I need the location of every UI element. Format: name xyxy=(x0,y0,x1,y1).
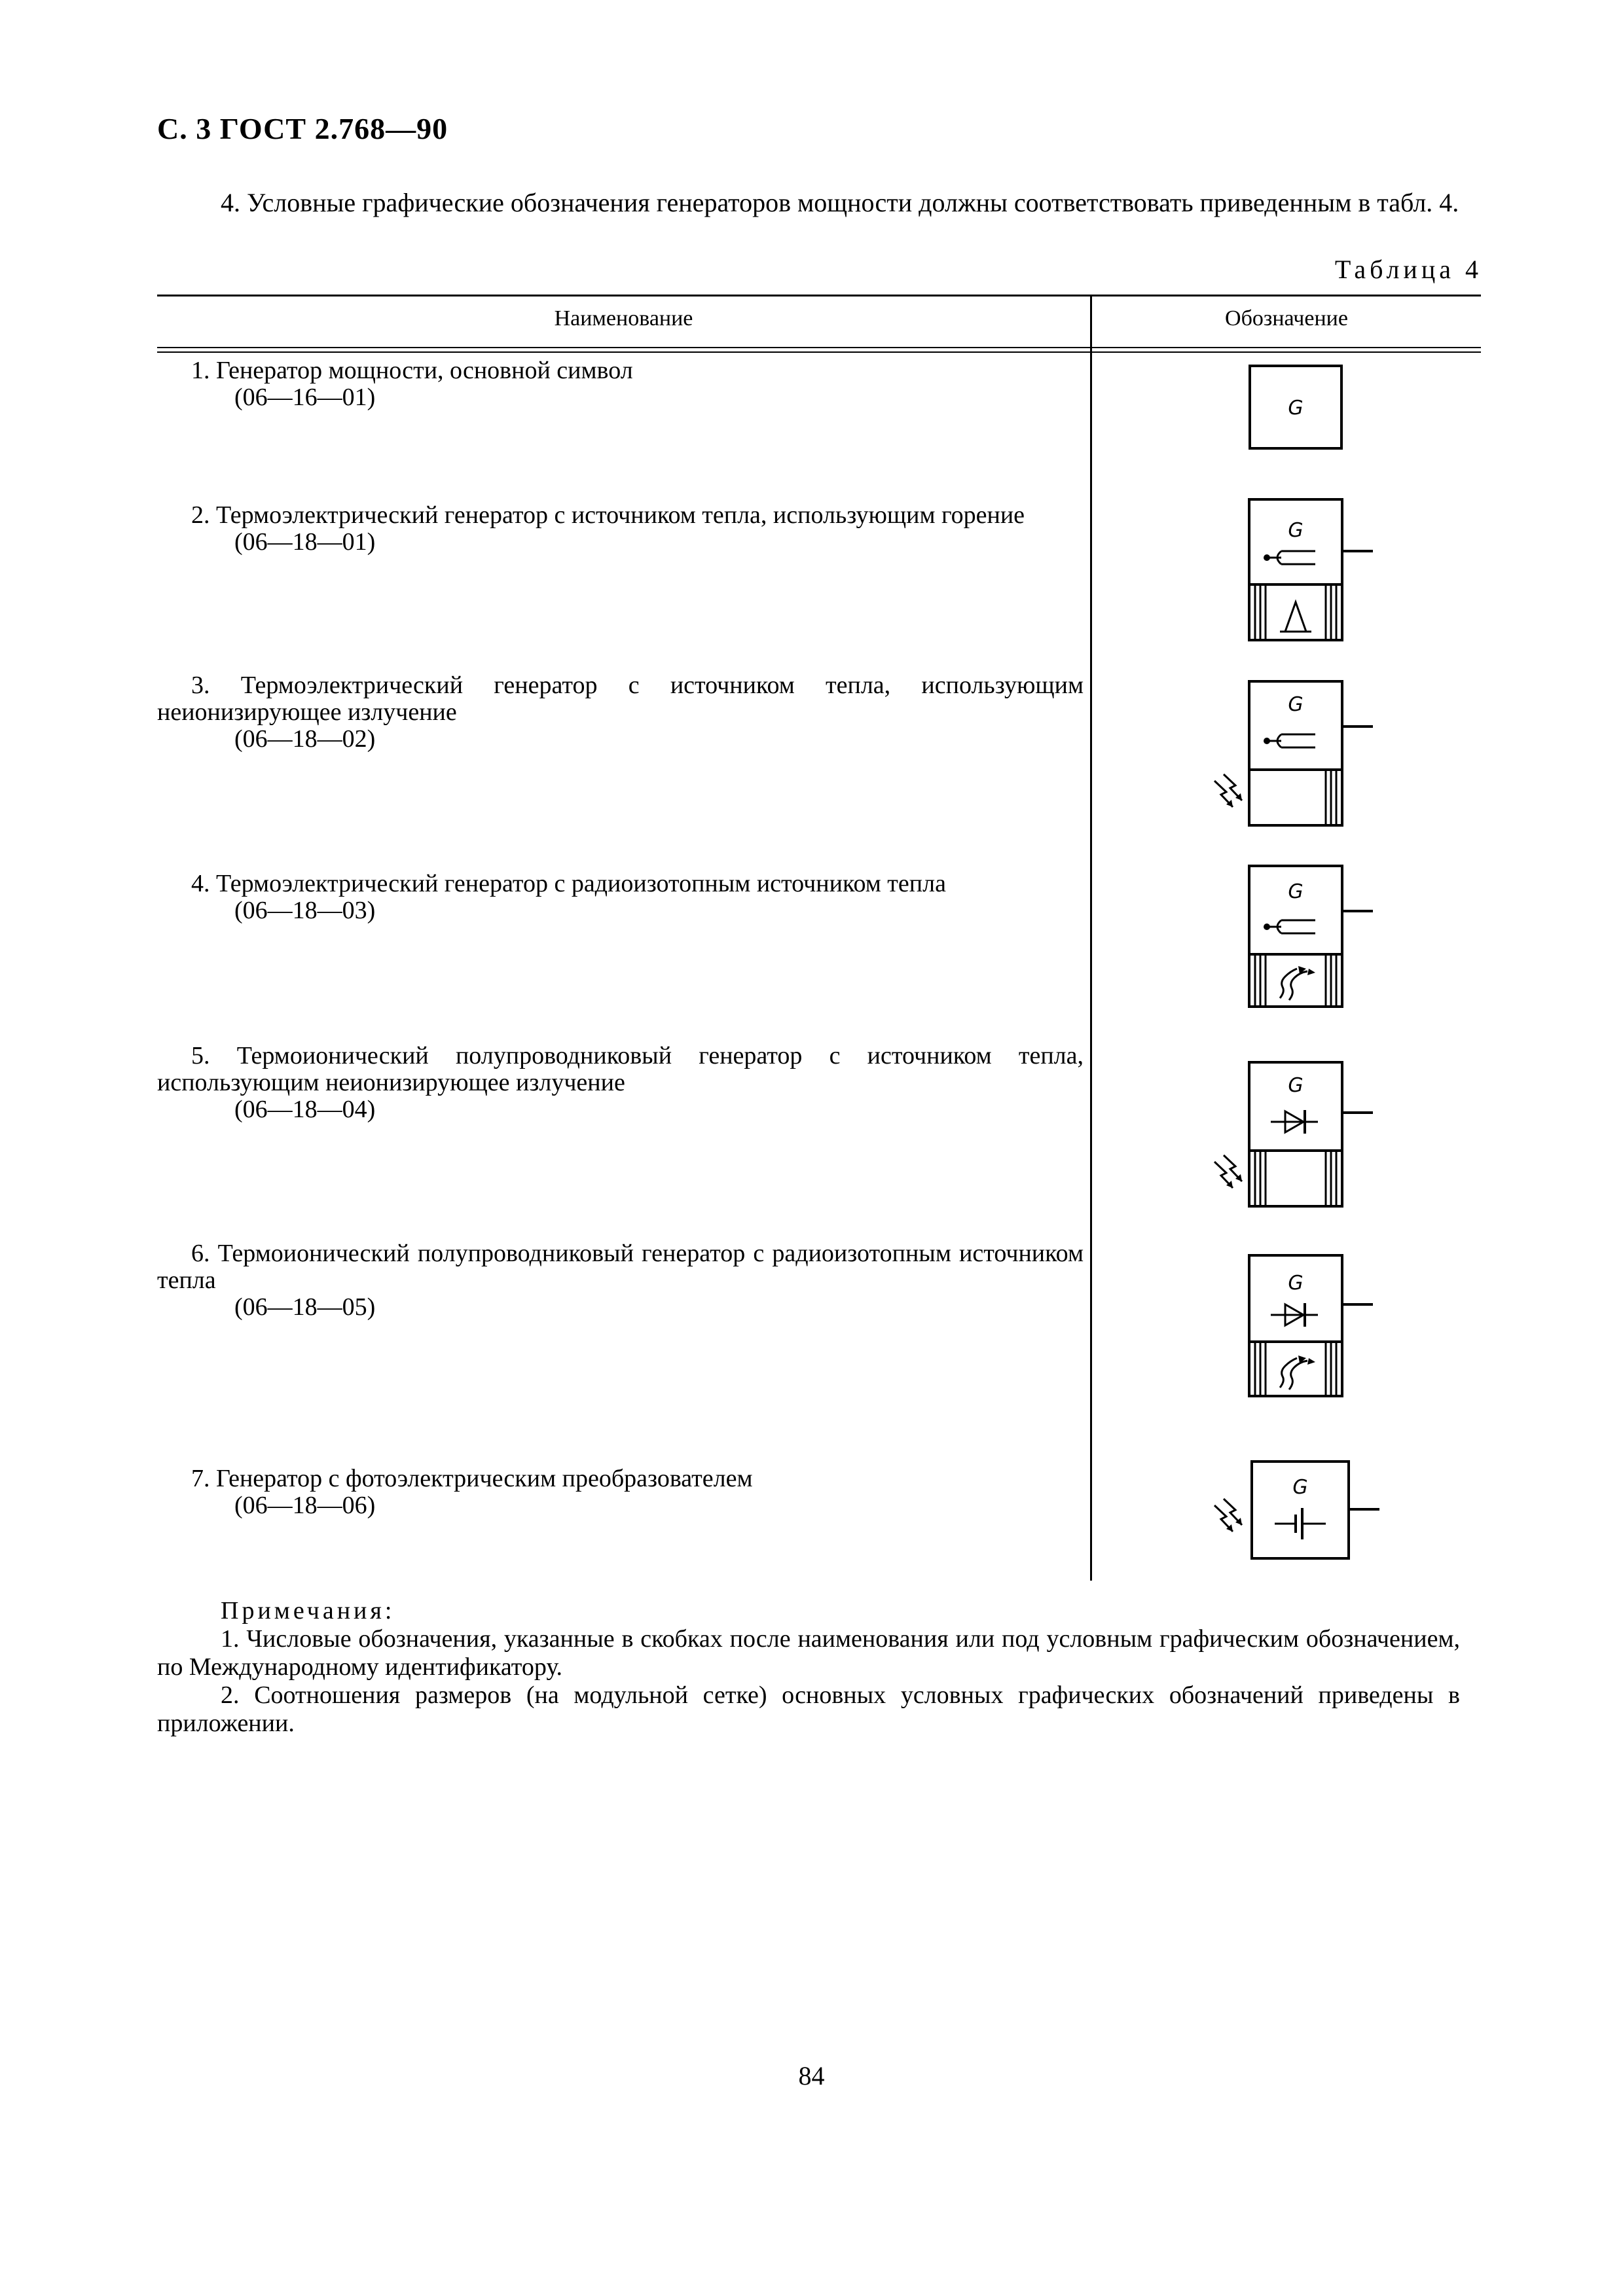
table-row-6 xyxy=(157,1240,1084,1321)
row-code: (06—18—03) xyxy=(234,897,376,924)
row-title: 1. Генератор мощности, основной символ xyxy=(191,357,633,384)
page-header: С. 3 ГОСТ 2.768—90 xyxy=(157,112,448,145)
row-title: 7. Генератор с фотоэлектрическим преобразователем xyxy=(191,1465,753,1492)
row-code: (06—18—02) xyxy=(234,725,376,753)
symbol-letter: G xyxy=(1288,519,1304,542)
table-row-2 xyxy=(157,502,1084,556)
thermoelectric-radioisotope-icon xyxy=(1247,864,1378,1011)
row-code: (06—18—06) xyxy=(234,1492,376,1519)
row-code: (06—16—01) xyxy=(234,384,376,411)
table-row-5 xyxy=(157,1043,1084,1123)
table-row-1 xyxy=(157,357,1084,411)
row-title: 6. Термоионический полупроводниковый генератор с радиоизотопным источником тепла xyxy=(157,1240,1084,1294)
symbol-letter: G xyxy=(1288,880,1304,903)
column-header-symbol: Обозначение xyxy=(1225,306,1348,331)
table-row-4 xyxy=(157,870,1084,924)
symbol-letter: G xyxy=(1292,1476,1308,1499)
row-code: (06—18—04) xyxy=(234,1096,376,1123)
table-top-rule xyxy=(157,295,1481,296)
page-number: 84 xyxy=(798,2061,825,2090)
note-item-1: 1. Числовые обозначения, указанные в скобках после наименования или под условным графическим обозначением, по Международному идентификатору. xyxy=(157,1625,1460,1681)
table-title: Таблица 4 xyxy=(1334,255,1482,284)
row-title: 5. Термоионический полупроводниковый генератор с источником тепла, использующим неионизирующее излучение xyxy=(157,1042,1084,1096)
row-title: 3. Термоэлектрический генератор с источником тепла, использующим неионизирующее излучение xyxy=(157,672,1084,726)
symbol-letter: G xyxy=(1288,693,1304,716)
generator-basic-icon xyxy=(1247,363,1345,452)
column-header-name: Наименование xyxy=(554,306,693,331)
table-row-3 xyxy=(157,672,1084,753)
thermionic-radioisotope-icon xyxy=(1247,1253,1378,1401)
notes-section xyxy=(157,1597,1460,1738)
table-header-rule-2 xyxy=(157,351,1481,353)
row-title: 4. Термоэлектрический генератор с радиоизотопным источником тепла xyxy=(191,870,946,897)
photoelectric-generator-icon xyxy=(1208,1460,1385,1564)
symbol-letter: G xyxy=(1288,1074,1304,1097)
notes-title: Примечания: xyxy=(221,1597,395,1624)
intro-paragraph: 4. Условные графические обозначения генераторов мощности должны соответствовать приведенным в табл. 4. xyxy=(221,188,1459,217)
row-code: (06—18—01) xyxy=(234,528,376,556)
note-item-2: 2. Соотношения размеров (на модульной сетке) основных условных графических обозначений приведены в приложении. xyxy=(157,1681,1460,1737)
table-column-divider xyxy=(1090,295,1092,1581)
table-row-7 xyxy=(157,1465,1084,1519)
thermoelectric-combustion-icon xyxy=(1247,497,1378,645)
table-header-rule-1 xyxy=(157,347,1481,348)
row-title: 2. Термоэлектрический генератор с источником тепла, использующим горение xyxy=(191,501,1025,529)
row-code: (06—18—05) xyxy=(234,1293,376,1321)
symbol-letter: G xyxy=(1288,397,1304,420)
symbol-letter: G xyxy=(1288,1272,1304,1295)
thermionic-radiation-icon xyxy=(1208,1060,1378,1211)
thermoelectric-radiation-icon xyxy=(1208,679,1378,830)
